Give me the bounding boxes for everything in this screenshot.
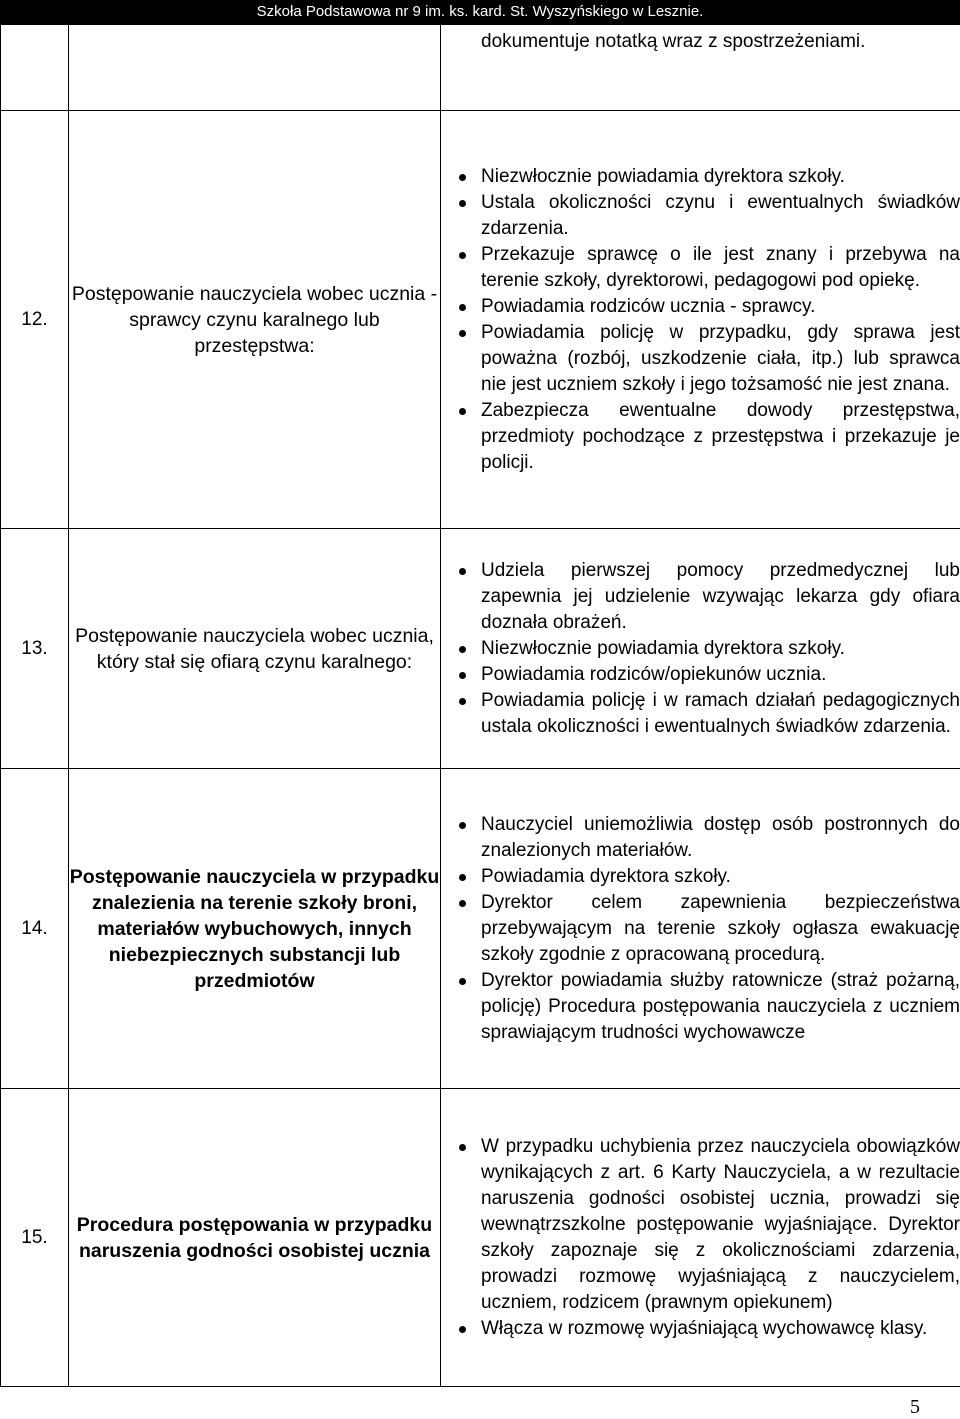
- bullet-icon: [459, 672, 466, 679]
- list-item: Powiadamia policję i w ramach działań pedagogicznych ustala okoliczności i ewentualnych świadków zdarzenia.: [441, 688, 960, 740]
- bullet-icon: [459, 304, 466, 311]
- table-row-12: [1, 111, 960, 529]
- bullet-icon: [459, 568, 466, 575]
- list-item: Powiadamia dyrektora szkoły.: [441, 864, 960, 890]
- bullet-icon: [459, 200, 466, 207]
- row-body-12: [441, 111, 960, 529]
- bullet-icon: [459, 330, 466, 337]
- procedure-list-14: [441, 812, 960, 1046]
- bullet-icon: [459, 252, 466, 259]
- procedure-list-15: [441, 1134, 960, 1342]
- row-number-12: 12.: [1, 111, 69, 529]
- list-item: Powiadamia policję w przypadku, gdy sprawa jest poważna (rozbój, uszkodzenie ciała, itp.) lub sprawca nie jest uczniem szkoły i jego tożsamość nie jest znana.: [441, 320, 960, 398]
- row-body-13: [441, 529, 960, 769]
- bullet-icon: [459, 978, 466, 985]
- list-item: Niezwłocznie powiadamia dyrektora szkoły.: [441, 164, 960, 190]
- list-item: Niezwłocznie powiadamia dyrektora szkoły.: [441, 636, 960, 662]
- bullet-icon: [459, 174, 466, 181]
- row-title-14: Postępowanie nauczyciela w przypadku znalezienia na terenie szkoły broni, materiałów wybuchowych, innych niebezpiecznych substancji lub przedmiotów: [69, 769, 441, 1089]
- list-item: W przypadku uchybienia przez nauczyciela obowiązków wynikających z art. 6 Karty Nauczyciela, a w rezultacie naruszenia godności osobistej ucznia, prowadzi się wewnątrzszkolne postępowanie wyjaśniające. Dyrektor szkoły zapoznaje się z okolicznościami zdarzenia, prowadzi rozmowę wyjaśniającą z nauczycielem, uczniem, rodzicem (prawnym opiekunem): [441, 1134, 960, 1316]
- procedures-table: [0, 24, 960, 1387]
- list-item: Ustala okoliczności czynu i ewentualnych świadków zdarzenia.: [441, 190, 960, 242]
- bullet-icon: [459, 874, 466, 881]
- continued-cell: [441, 25, 960, 111]
- table-row-15: [1, 1089, 960, 1387]
- empty-num-cell: [1, 25, 69, 111]
- list-item: Dyrektor celem zapewnienia bezpieczeństwa przebywającym na terenie szkoły ogłasza ewakuację szkoły zgodnie z opracowaną procedurą.: [441, 890, 960, 968]
- list-item: Udziela pierwszej pomocy przedmedycznej lub zapewnia jej udzielenie wzywając lekarza gdy ofiara doznała obrażeń.: [441, 558, 960, 636]
- bullet-icon: [459, 698, 466, 705]
- table-row-14: [1, 769, 960, 1089]
- row-title-13: Postępowanie nauczyciela wobec ucznia, który stał się ofiarą czynu karalnego:: [69, 529, 441, 769]
- document-header: Szkoła Podstawowa nr 9 im. ks. kard. St. Wyszyńskiego w Lesznie.: [0, 0, 960, 24]
- row-number-15: 15.: [1, 1089, 69, 1387]
- bullet-icon: [459, 408, 466, 415]
- continued-note: dokumentuje notatką wraz z spostrzeżeniami.: [441, 25, 960, 59]
- empty-title-cell: [69, 25, 441, 111]
- bullet-icon: [459, 1144, 466, 1151]
- list-item: Nauczyciel uniemożliwia dostęp osób postronnych do znalezionych materiałów.: [441, 812, 960, 864]
- bullet-icon: [459, 646, 466, 653]
- row-title-12: Postępowanie nauczyciela wobec ucznia - sprawcy czynu karalnego lub przestępstwa:: [69, 111, 441, 529]
- page-number: 5: [910, 1396, 920, 1419]
- list-item: Przekazuje sprawcę o ile jest znany i przebywa na terenie szkoły, dyrektorowi, pedagogowi pod opiekę.: [441, 242, 960, 294]
- row-body-15: [441, 1089, 960, 1387]
- row-title-15: Procedura postępowania w przypadku naruszenia godności osobistej ucznia: [69, 1089, 441, 1387]
- list-item: Zabezpiecza ewentualne dowody przestępstwa, przedmioty pochodzące z przestępstwa i przekazuje je policji.: [441, 398, 960, 476]
- list-item: Włącza w rozmowę wyjaśniającą wychowawcę klasy.: [441, 1316, 960, 1342]
- row-number-14: 14.: [1, 769, 69, 1089]
- table-row-continued: [1, 25, 960, 111]
- bullet-icon: [459, 822, 466, 829]
- row-number-13: 13.: [1, 529, 69, 769]
- bullet-icon: [459, 1326, 466, 1333]
- procedure-list-12: [441, 164, 960, 476]
- list-item: Powiadamia rodziców/opiekunów ucznia.: [441, 662, 960, 688]
- table-row-13: [1, 529, 960, 769]
- procedure-list-13: [441, 558, 960, 740]
- list-item: Dyrektor powiadamia służby ratownicze (straż pożarną, policję) Procedura postępowania nauczyciela z uczniem sprawiającym trudności wychowawcze: [441, 968, 960, 1046]
- row-body-14: [441, 769, 960, 1089]
- list-item: Powiadamia rodziców ucznia - sprawcy.: [441, 294, 960, 320]
- bullet-icon: [459, 900, 466, 907]
